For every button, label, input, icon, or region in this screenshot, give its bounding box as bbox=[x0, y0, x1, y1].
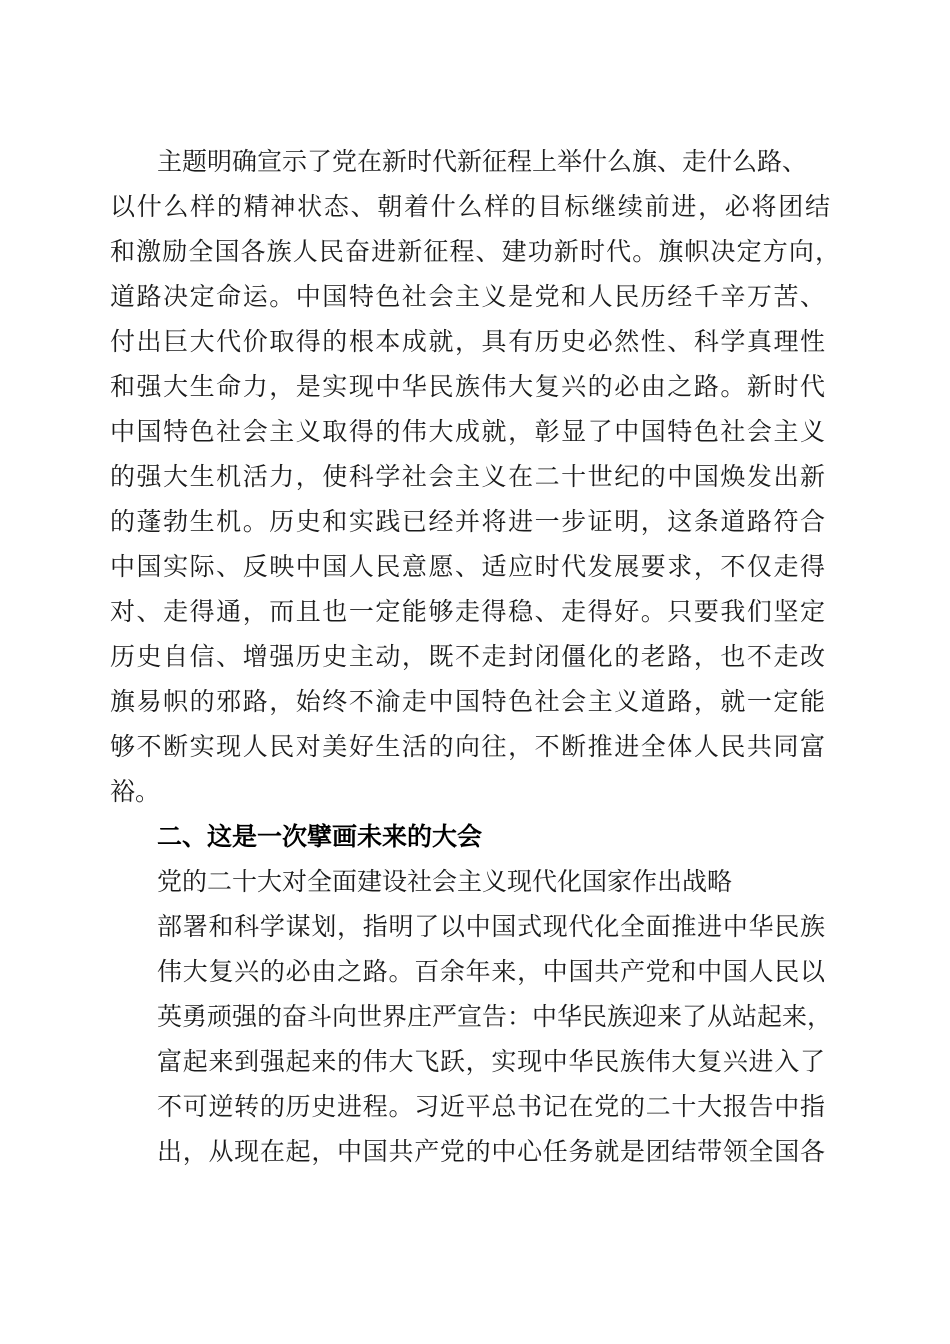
paragraph-line: 和激励全国各族人民奋进新征程、建功新时代。旗帜决定方向， bbox=[110, 237, 840, 266]
paragraph-line: 裕。 bbox=[110, 777, 161, 806]
paragraph-line: 够不断实现人民对美好生活的向往，不断推进全体人民共同富 bbox=[110, 732, 825, 761]
paragraph-line: 的蓬勃生机。历史和实践已经并将进一步证明，这条道路符合 bbox=[110, 507, 825, 536]
paragraph-line: 部署和科学谋划，指明了以中国式现代化全面推进中华民族 bbox=[157, 912, 825, 941]
paragraph-line: 富起来到强起来的伟大飞跃，实现中华民族伟大复兴进入了 bbox=[157, 1047, 825, 1076]
paragraph-line: 出，从现在起，中国共产党的中心任务就是团结带领全国各 bbox=[157, 1137, 825, 1166]
paragraph-line: 中国实际、反映中国人民意愿、适应时代发展要求，不仅走得 bbox=[110, 552, 825, 581]
paragraph-line: 不可逆转的历史进程。习近平总书记在党的二十大报告中指 bbox=[157, 1092, 825, 1121]
paragraph-line: 党的二十大对全面建设社会主义现代化国家作出战略 bbox=[157, 867, 733, 896]
paragraph-line: 伟大复兴的必由之路。百余年来，中国共产党和中国人民以 bbox=[157, 957, 825, 986]
paragraph-line: 英勇顽强的奋斗向世界庄严宣告：中华民族迎来了从站起来， bbox=[157, 1002, 833, 1031]
paragraph-line: 付出巨大代价取得的根本成就，具有历史必然性、科学真理性 bbox=[110, 327, 825, 356]
paragraph-line: 旗易帜的邪路，始终不渝走中国特色社会主义道路，就一定能 bbox=[110, 687, 825, 716]
paragraph-line: 中国特色社会主义取得的伟大成就，彰显了中国特色社会主义 bbox=[110, 417, 825, 446]
paragraph-line: 以什么样的精神状态、朝着什么样的目标继续前进，必将团结 bbox=[110, 192, 830, 221]
paragraph-line: 道路决定命运。中国特色社会主义是党和人民历经千辛万苦、 bbox=[110, 282, 825, 311]
paragraph-line: 主题明确宣示了党在新时代新征程上举什么旗、走什么路、 bbox=[157, 147, 808, 176]
paragraph-line: 对、走得通，而且也一定能够走得稳、走得好。只要我们坚定 bbox=[110, 597, 825, 626]
paragraph-line: 和强大生命力，是实现中华民族伟大复兴的必由之路。新时代 bbox=[110, 372, 825, 401]
paragraph-line: 历史自信、增强历史主动，既不走封闭僵化的老路，也不走改 bbox=[110, 642, 825, 671]
paragraph-line: 的强大生机活力，使科学社会主义在二十世纪的中国焕发出新 bbox=[110, 462, 825, 491]
section-heading: 二、这是一次擘画未来的大会 bbox=[157, 822, 483, 851]
